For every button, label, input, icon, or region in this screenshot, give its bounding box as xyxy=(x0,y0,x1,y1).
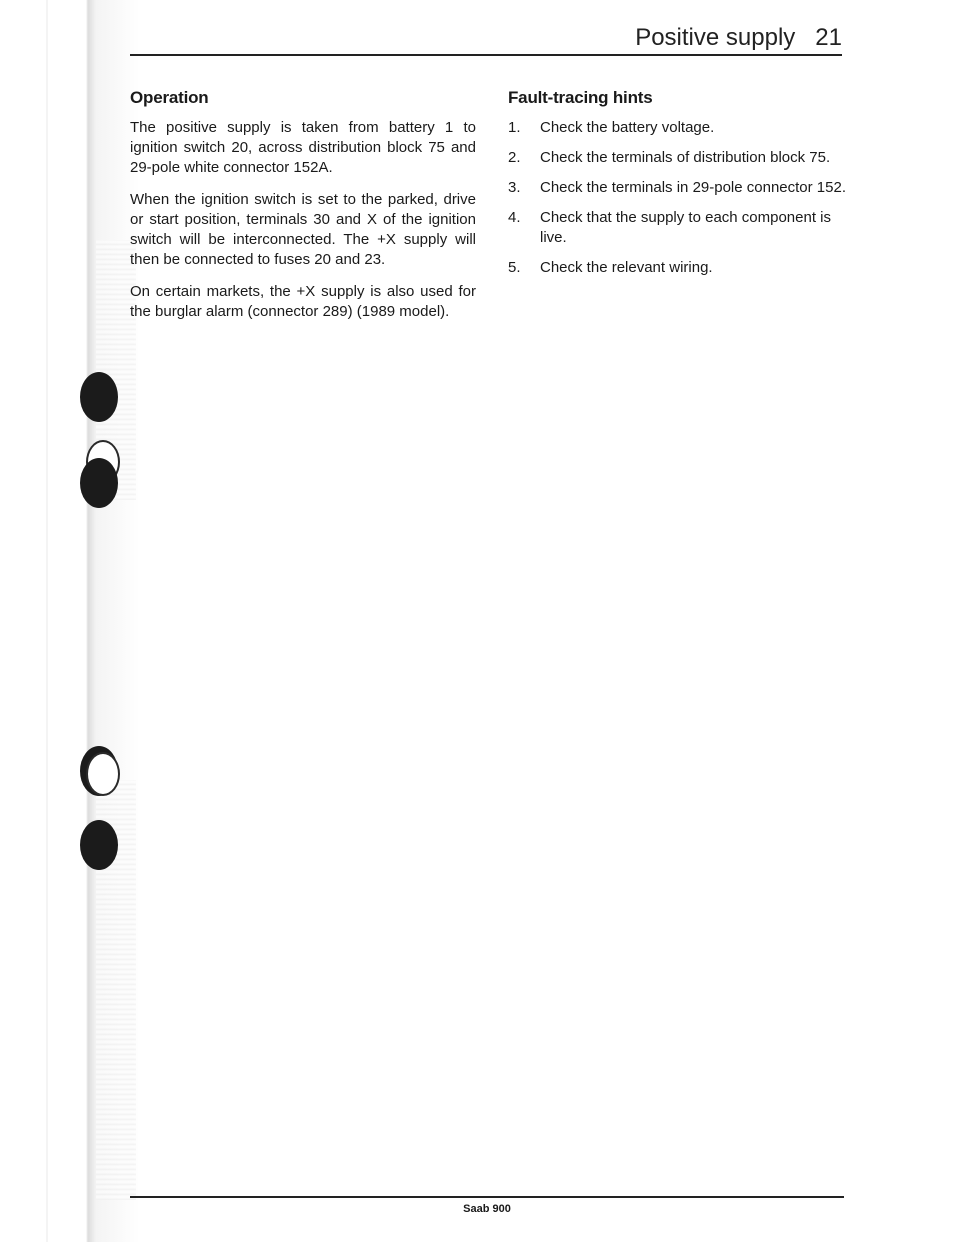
fault-tracing-heading: Fault-tracing hints xyxy=(508,88,653,107)
list-item xyxy=(508,118,848,138)
list-item-text: Check the battery voltage. xyxy=(540,119,715,136)
fault-tracing-list xyxy=(508,118,848,278)
list-item xyxy=(508,178,848,198)
punch-hole xyxy=(80,372,118,422)
operation-section xyxy=(130,88,476,334)
header-rule xyxy=(130,54,842,56)
footer-rule xyxy=(130,1196,844,1198)
operation-paragraph: On certain markets, the +X supply is also used for the burglar alarm (connector 289) (1989 model). xyxy=(130,283,476,320)
fault-tracing-section xyxy=(508,88,848,288)
list-item-text: Check that the supply to each component is live. xyxy=(540,209,832,246)
header-title xyxy=(635,24,842,52)
punch-hole xyxy=(86,752,120,796)
list-item-number: 1. xyxy=(508,119,521,136)
section-title: Positive supply xyxy=(635,24,796,51)
operation-paragraph: When the ignition switch is set to the parked, drive or start position, terminals 30 and X of the ignition switch will be interconnected. The +X supply will then be connected to fuses 20 and 23. xyxy=(130,191,476,268)
punch-hole xyxy=(80,820,118,870)
footer-brand: Saab 900 xyxy=(463,1203,511,1215)
list-item xyxy=(508,148,848,168)
page-footer xyxy=(130,1196,844,1215)
list-item-text: Check the terminals in 29-pole connector 152. xyxy=(540,179,847,196)
punch-hole xyxy=(80,458,118,508)
list-item-number: 4. xyxy=(508,209,521,226)
page-number: 21 xyxy=(815,24,842,51)
operation-heading: Operation xyxy=(130,88,209,107)
operation-paragraph: The positive supply is taken from battery 1 to ignition switch 20, across distribution block 75 and 29-pole white connector 152A. xyxy=(130,119,476,176)
list-item-number: 5. xyxy=(508,259,521,276)
list-item xyxy=(508,258,848,278)
list-item-text: Check the relevant wiring. xyxy=(540,259,713,276)
list-item-number: 2. xyxy=(508,149,521,166)
list-item xyxy=(508,208,848,248)
list-item-text: Check the terminals of distribution block 75. xyxy=(540,149,831,166)
list-item-number: 3. xyxy=(508,179,521,196)
page-header xyxy=(130,20,842,56)
